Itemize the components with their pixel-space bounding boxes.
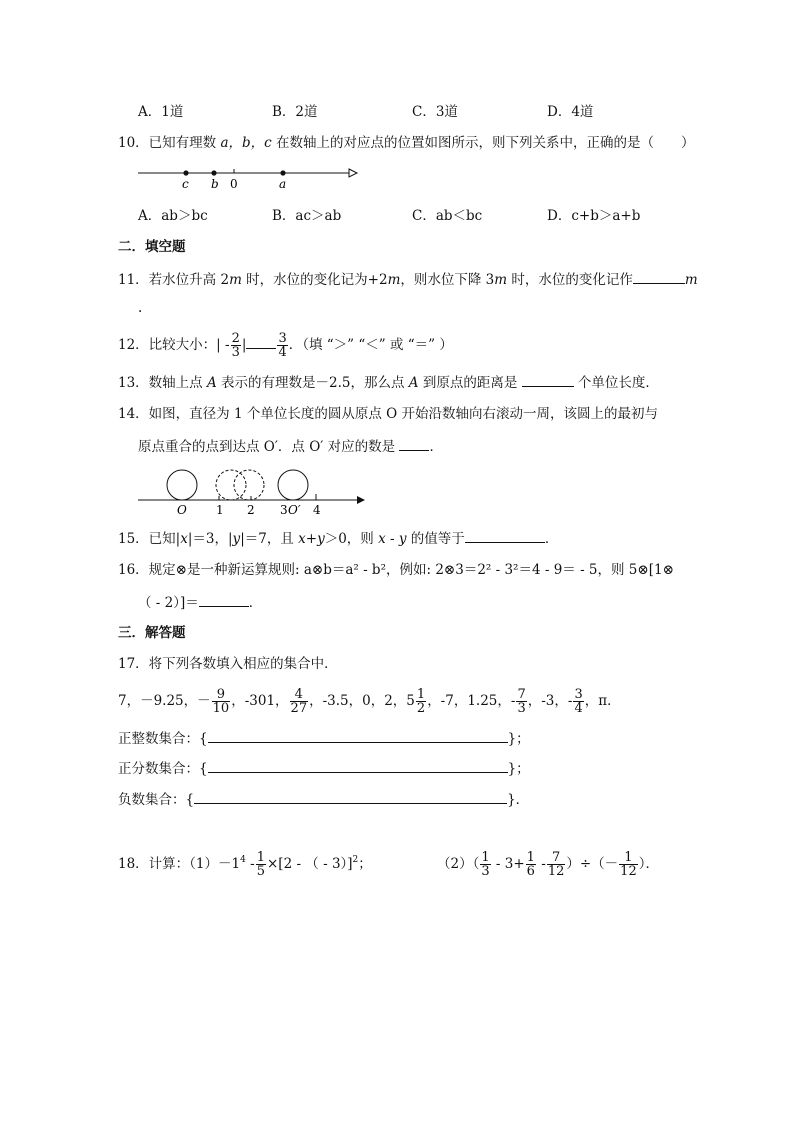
point-a <box>280 170 285 175</box>
q17-set-negatives: 负数集合：{ }． <box>118 789 529 810</box>
q17-numbers: 7，－9.25，－ $\frac{9}{10}$ ，-301， $\frac{4}{27}$ ，-3.5，0，2，5 $\frac{1}{2}$ ，-7，1.25，- $\frac{7}{3}$ ，-3，- $\frac{3}{4}$ ，π． <box>118 687 621 716</box>
q9-option-d: D．4道 <box>547 104 594 120</box>
q14-line2: 原点重合的点到达点 O′．点 O′ 对应的数是 ． <box>138 436 443 457</box>
circle-dashed-2 <box>234 470 264 500</box>
q9-option-a: A．1道 <box>138 104 184 120</box>
q13-answer-blank <box>522 372 574 387</box>
set-blank-1 <box>208 728 508 743</box>
set-blank-2 <box>208 758 508 773</box>
q10-option-d: D．c+b＞a+b <box>547 208 641 224</box>
q14-rolling-circle-figure <box>135 464 370 516</box>
section-solve-heading: 三．解答题 <box>118 625 186 641</box>
q9-option-b: B．2道 <box>272 104 318 120</box>
point-c <box>183 170 188 175</box>
label-O: O <box>177 503 187 516</box>
q10-option-a: A．ab＞bc <box>138 208 208 224</box>
q15-stem: 15．已知|x|＝3，|y|＝7，且 x+y＞0，则 x - y 的值等于 ． <box>118 528 558 549</box>
q10-option-c: C．ab＜bc <box>412 208 483 224</box>
circle-dashed-1 <box>216 470 246 500</box>
label-a: a <box>279 177 287 191</box>
label-4: 4 <box>313 503 321 516</box>
q10-number-line <box>135 164 360 196</box>
label-c: c <box>182 177 189 191</box>
q16-answer-blank <box>199 592 249 607</box>
q16-line1: 16．规定⊗是一种新运算规则: a⊗b＝a² - b²，例如: 2⊗3＝2² - 3²＝4 - 9＝ - 5，则 5⊗[1⊗ <box>118 562 674 578</box>
q11-stem: 11．若水位升高 2m 时，水位的变化记为+2m，则水位下降 3m 时，水位的变化记作 m <box>118 269 698 290</box>
set-blank-3 <box>194 789 507 804</box>
q16-line2: （ - 2）]＝ ． <box>138 592 262 613</box>
q17-set-positive-integers: 正整数集合：{ }； <box>118 728 530 749</box>
q11-answer-blank <box>633 269 685 284</box>
section-fill-blank-heading: 二．填空题 <box>118 239 186 255</box>
q10-stem: 10．已知有理数 a，b，c 在数轴上的对应点的位置如图所示，则下列关系中，正确的是（ ） <box>118 135 695 151</box>
label-3: 3 <box>280 503 288 516</box>
label-2: 2 <box>247 503 255 516</box>
q10-option-b: B．ac＞ab <box>272 208 342 224</box>
circle-start <box>167 470 197 500</box>
circle-end <box>278 470 308 500</box>
q12-answer-blank <box>246 334 276 349</box>
label-zero: 0 <box>230 177 238 191</box>
q18-part2: （2）（ $\frac{1}{3}$ - 3+ $\frac{1}{6}$ - $\frac{7}{12}$ ）÷（－ $\frac{1}{12}$ ）． <box>437 850 659 879</box>
q17-set-positive-fractions: 正分数集合：{ }； <box>118 758 530 779</box>
q9-option-c: C．3道 <box>412 104 458 120</box>
label-1: 1 <box>216 503 224 516</box>
q17-stem: 17．将下列各数填入相应的集合中． <box>118 656 338 672</box>
label-b: b <box>211 177 219 191</box>
q14-line1: 14．如图，直径为 1 个单位长度的圆从原点 O 开始沿数轴向右滚动一周，该圆上的最初与 <box>118 406 658 422</box>
point-b <box>211 170 216 175</box>
q13-stem: 13．数轴上点 A 表示的有理数是－2.5，那么点 A 到原点的距离是 个单位长度． <box>118 372 659 393</box>
q15-answer-blank <box>465 528 545 543</box>
q12-stem: 12．比较大小：| - $\frac{2}{3}$ | $\frac{3}{4}$ ．（填 “＞” “＜” 或 “＝” ） <box>118 331 453 360</box>
label-O-prime: O′ <box>288 503 301 516</box>
q14-answer-blank <box>399 436 429 451</box>
q11-end: . <box>138 300 143 316</box>
q18-part1: 18．计算：$(1)-1^4$ - $\frac{1}{5}$ ×[2 - （ - 3）]$^2$； <box>118 850 372 879</box>
